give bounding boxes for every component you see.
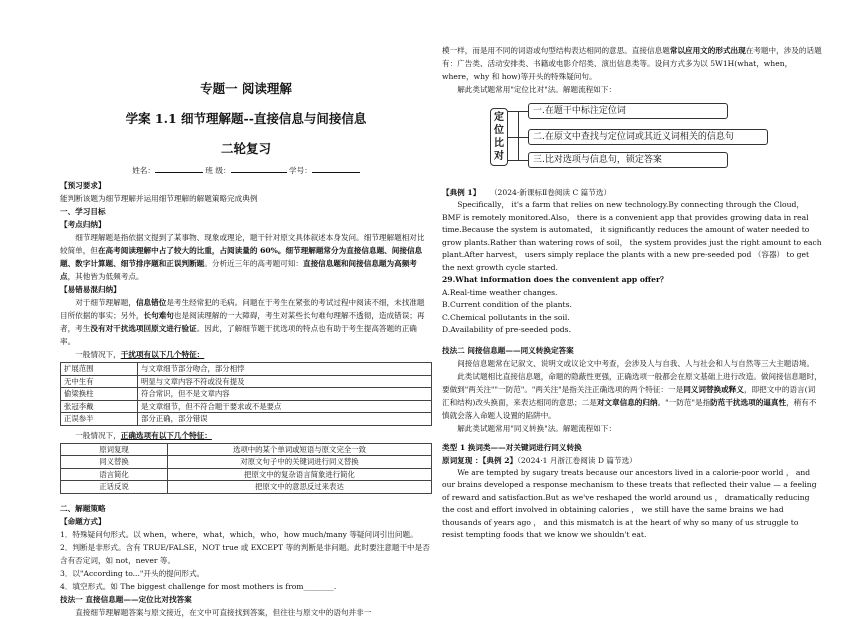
mingti-item-2: 2．判断是非形式。含有 TRUE/FALSE，NOT true 或 EXCEPT 等的判断是非问题。此时要注意题干中是否含有否定词，如 not，never 等。 xyxy=(60,542,430,565)
example1-header xyxy=(442,186,822,199)
option-b[interactable]: B.Current condition of the plants. xyxy=(442,300,572,309)
id-label: 学号： xyxy=(289,166,312,175)
distractor-key: 无中生有 xyxy=(61,375,138,388)
distractor-key: 扩展范围 xyxy=(61,363,138,376)
correct-option-key: 同义替换 xyxy=(61,456,168,469)
gan-intro-a: 一般情况下， xyxy=(75,350,121,359)
distractor-value: 明显与文章内容不符或没有提及 xyxy=(138,375,432,388)
flow-label-char: 比 xyxy=(494,138,504,149)
jiqiao2-heading: 技法二 间接信息题——同义转换定答案 xyxy=(442,345,574,355)
yicuo-f: 没有对干扰选项回原文进行验证 xyxy=(90,324,197,333)
strategy-heading: 二、解题策略 xyxy=(60,503,106,513)
kaodian-c: 。分析近三年的高考题可知： xyxy=(204,259,303,268)
j2b: 此类试题相比直接信息题，命题的隐蔽性更强，正确选项一般都会在原文基础上进行改造。做间接信息题时，要做到"两关注""一防范"。"两关注"是指关注正确选项的两个特征：一是 xyxy=(442,371,822,394)
distractor-value: 部分正确，部分错误 xyxy=(138,413,432,426)
kaodian-text xyxy=(60,231,432,283)
example2-passage: We are tempted by sugary treats because our ancestors lived in a calorie-poor world ， and our brains developed a response mechanism to these treats that reflected their value — a feeling of reward and satisfaction.But as we've reshaped the world around us ， dramatically reducing the cost and effort involved in obtaining calories ， we still have the same brains we had thousands of years ago ， and this mismatch is at the heart of why so many of us struggle to resist tempting foods that we know we shouldn't eat. xyxy=(442,467,817,539)
distractor-value: 符合常识，但不是文章内容 xyxy=(138,388,432,401)
distractor-key: 偷梁换柱 xyxy=(61,388,138,401)
zheng-intro-a: 一般情况下， xyxy=(75,430,121,440)
flow-label-char: 位 xyxy=(494,125,504,136)
yicuo-e: 也是阅读理解的一大障碍，考生对某些长句难句理解不透彻，造成错误；再者，考生 xyxy=(60,311,425,333)
yicuo-b: 信息错位 xyxy=(135,298,167,307)
kaodian-e: ，其他皆为低频考点。 xyxy=(67,272,144,281)
distractor-value: 是文章细节，但不符合题干要求或不是要点 xyxy=(138,400,432,413)
correct-option-row xyxy=(61,468,432,481)
kaodian-a: 细节理解题是指依据文提到了某事物、现象或理论，题干针对原文具体叙述本身发问。细节理解题相对比较简单，但 xyxy=(60,233,425,255)
distractor-row xyxy=(61,413,432,426)
question-29: 29.What information does the convenient app offer？ xyxy=(442,275,668,284)
option-a[interactable]: A.Real-time weather changes. xyxy=(442,287,558,297)
name-label: 姓名： xyxy=(132,166,155,175)
section-title: 专题一 阅读理解 xyxy=(200,81,292,96)
mingti-item-1: 1．特殊疑问句形式。以 when，where，what，which，who，how much/many 等疑问词引出问题。 xyxy=(60,529,418,539)
option-c[interactable]: C.Chemical pollutants in the soil. xyxy=(442,312,570,322)
ex1-src: （2024·新课标Ⅱ卷阅读 C 篇节选） xyxy=(489,188,612,197)
distractor-table xyxy=(60,362,432,426)
yicuo-d: 长句难句 xyxy=(143,311,174,320)
prep-heading: 【预习要求】 xyxy=(60,181,106,190)
j2b-bold1: 同义词替换或释义 xyxy=(683,384,744,394)
right-para-2: 解此类试题常用"定位比对"法。解题流程如下： xyxy=(457,85,617,94)
correct-option-value: 把原文中的意思反过来表达 xyxy=(168,481,432,494)
jiqiao1-heading: 技法一 直接信息题——定位比对找答案 xyxy=(60,594,192,604)
lesson-title: 学案 1.1 细节理解题--直接信息与间接信息 xyxy=(125,111,367,126)
distractor-row xyxy=(61,400,432,413)
j2b3: 。"一防范"是指 xyxy=(657,397,711,407)
yuanci-src: （2024·1 月浙江卷阅读 D 篇节选） xyxy=(517,455,637,465)
right-column xyxy=(442,44,822,542)
distractor-key: 张冠李戴 xyxy=(61,400,138,413)
yicuo-heading: 【易错易混归纳】 xyxy=(60,285,121,294)
correct-option-row xyxy=(61,443,432,456)
kaodian-d: 直接信息题和间接信息题为高频考点 xyxy=(60,259,417,281)
r1b: 常以应用文的形式出现 xyxy=(669,46,746,55)
flow-connector xyxy=(518,112,519,160)
flow-step-1: 一.在题干中标注定位词 xyxy=(528,103,728,119)
correct-option-value: 选项中的某个单词或短语与原文完全一致 xyxy=(168,443,432,456)
kaodian-b: 在高考阅读理解中占了较大的比重，占阅读量的 60%。细节理解题常分为直接信息题、间接信息题、数字计算题、细节排序题和正误判断题 xyxy=(60,246,423,268)
flow-step-2: 二.在原文中查找与定位词或其近义词相关的信息句 xyxy=(528,129,768,145)
review-title: 二轮复习 xyxy=(220,141,271,156)
distractor-key: 正误参半 xyxy=(61,413,138,426)
mingti-item-4: 4．填空形式。如 The biggest challenge for most mothers is from________. xyxy=(60,581,337,591)
mingti-item-3: 3．以"According to..."开头的提问形式。 xyxy=(60,568,205,578)
class-label: 班 级： xyxy=(205,166,231,175)
jiqiao2-para-2 xyxy=(442,370,822,422)
left-column xyxy=(60,80,432,619)
r1c: 在考题中，涉及的话题有：广告类、活动安排类、书籍或电影介绍类、演出信息类等。设问方式多为以 5W1H(what，when，where，why 和 how)等开头的特殊疑问句。 xyxy=(442,46,822,81)
correct-option-value: 把原文中的复杂语言简象进行简化 xyxy=(168,468,432,481)
correct-option-table xyxy=(60,443,432,494)
distractor-value: 与文章细节部分吻合，部分相悖 xyxy=(138,363,432,376)
kaodian-heading: 【考点归纳】 xyxy=(60,220,106,229)
correct-option-key: 原词复现 xyxy=(61,443,168,456)
flow-label xyxy=(490,108,508,166)
distractor-row xyxy=(61,388,432,401)
r1: 模一样，而是用不同的词语或句型结构表达相同的意思。直接信息题 xyxy=(442,46,670,55)
locate-compare-flowchart xyxy=(442,102,822,178)
j2b-bold2: 对文章信息的归纳 xyxy=(596,397,658,407)
name-blank[interactable] xyxy=(155,164,203,173)
yicuo-a: 对于细节理解题， xyxy=(75,298,136,307)
flow-branch-3 xyxy=(508,160,528,161)
j2b-bold3: 防范干扰选项的逼真性 xyxy=(710,397,787,407)
flow-branch-1 xyxy=(508,111,528,112)
id-blank[interactable] xyxy=(312,164,360,173)
correct-option-row xyxy=(61,481,432,494)
j2b4: ，稍有不慎就会落入命题人设置的陷阱中。 xyxy=(442,397,817,420)
ex1-head: 【典例 1】 xyxy=(442,188,481,197)
correct-option-key: 语言简化 xyxy=(61,468,168,481)
distractor-row xyxy=(61,375,432,388)
name-bar xyxy=(60,164,432,177)
mingti-heading: 【命题方式】 xyxy=(60,516,106,526)
jiqiao2-para-1: 间接信息题常在记叙文、说明文或议论文中考查，会涉及人与自我、人与社会和人与自然等三大主题语境。 xyxy=(457,358,815,368)
right-para-1 xyxy=(442,44,822,83)
zheng-intro-b: 正确选项有以下几个特征： xyxy=(120,430,212,440)
type1-heading: 类型 1 换词类——对关键词进行同义转换 xyxy=(442,442,582,452)
zheng-intro xyxy=(60,429,432,442)
yicuo-g: 。因此，了解细节题干扰选项的特点也有助于考生提高答题的正确率。 xyxy=(60,324,417,346)
correct-option-row xyxy=(61,456,432,469)
flow-label-char: 对 xyxy=(494,151,504,162)
yuanci: 原词复现 ：【典例 2】 xyxy=(442,455,518,465)
flow-label-char: 定 xyxy=(494,112,504,123)
distractor-row xyxy=(61,363,432,376)
correct-option-value: 对原文句子中的关键词进行同义替换 xyxy=(168,456,432,469)
class-blank[interactable] xyxy=(231,164,287,173)
jiqiao2-para-3: 解此类试题常用"同义转换"法。解题流程如下： xyxy=(457,423,617,433)
goal-heading: 一、学习目标 xyxy=(60,207,106,216)
j2b2: ，即把文中的语言(词汇和结构)改头换面，来表达相同的意思；二是 xyxy=(442,384,816,407)
jiqiao1-text: 直接细节理解题答案与原文接近，在文中可直接找到答案，但往往与原文中的语句并非一 xyxy=(75,607,372,617)
gan-intro-b: 干扰项有以下几个特征： xyxy=(120,350,205,359)
gan-intro xyxy=(60,348,432,361)
example1-passage: Specifically， it's a farm that relies on new technology.By connecting through the Cloud， BMF is remotely monitored.Also， there is a convenient app that provides growing data in real time.Because the system is automated， it significantly reduces the amount of water needed to grow plants.Rather than watering rows of soil， the system provides just the right amount to each plant.After harvest， users simply replace the plants with a new pre-seeded pod （容器） to get the next growth cycle started. xyxy=(442,200,822,272)
flow-step-3: 三.比对选项与信息句，锁定答案 xyxy=(528,152,728,168)
example2-header xyxy=(442,454,822,467)
yicuo-c: 是考生经常犯的毛病。问题在于考生在紧张的考试过程中阅读不细，未找准题目所依据的事实；另外， xyxy=(60,298,425,320)
option-d[interactable]: D.Availability of pre-seeded pods. xyxy=(442,325,571,334)
correct-option-key: 正话反说 xyxy=(61,481,168,494)
prep-text: 能判断该题为细节理解并运用细节理解的解题策略完成典例 xyxy=(60,194,258,203)
yicuo-text xyxy=(60,296,432,348)
flow-branch-2 xyxy=(508,137,528,138)
